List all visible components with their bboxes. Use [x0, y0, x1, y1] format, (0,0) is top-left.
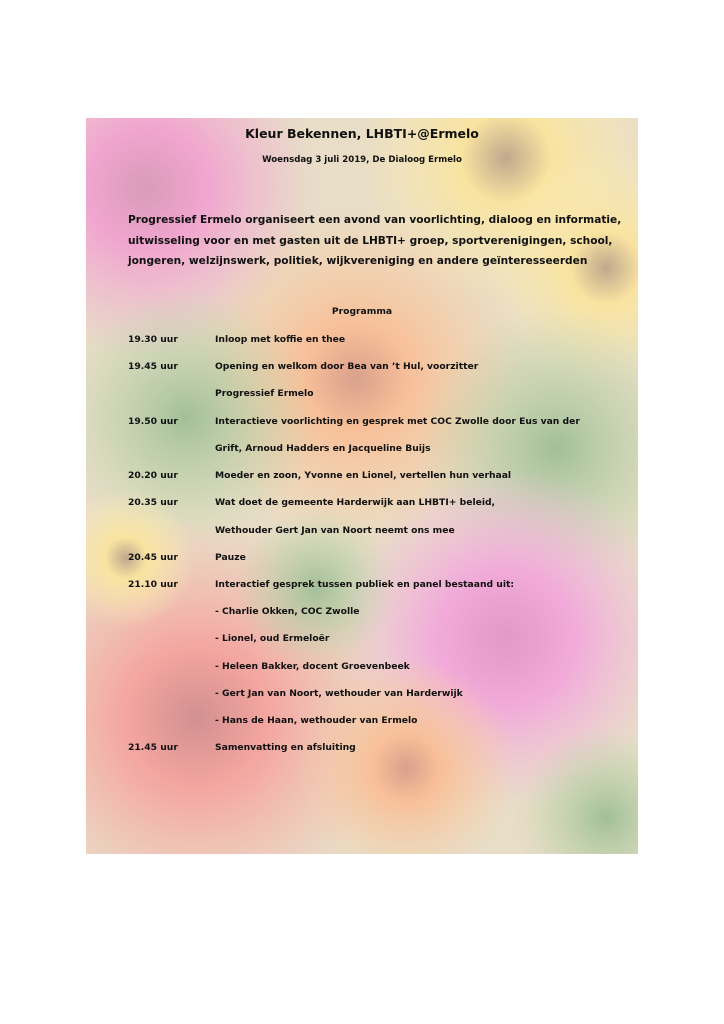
- programma-row: [128, 495, 630, 511]
- programma-row: [128, 523, 630, 539]
- programma-row: [128, 550, 630, 566]
- flyer: [86, 118, 638, 854]
- programma-row: [128, 386, 630, 402]
- programma-item: Samenvatting en afsluiting: [215, 742, 356, 753]
- programma-row: [128, 631, 630, 647]
- event-date-location: Woensdag 3 juli 2019, De Dialoog Ermelo: [262, 155, 462, 165]
- programma-row: [128, 740, 630, 756]
- intro-line: jongeren, welzijnswerk, politiek, wijkvereniging en andere geïnteresseerden: [128, 255, 588, 267]
- programma-row: [128, 414, 630, 430]
- programma-time: 19.45 uur: [128, 361, 178, 372]
- programma-item: - Charlie Okken, COC Zwolle: [215, 606, 360, 617]
- programma-row: [128, 441, 630, 457]
- programma-item: - Gert Jan van Noort, wethouder van Harderwijk: [215, 688, 463, 699]
- programma-row: [128, 686, 630, 702]
- programma-row: [128, 713, 630, 729]
- programma-heading: Programma: [331, 306, 393, 317]
- programma-row: [128, 359, 630, 375]
- programma-item: Interactief gesprek tussen publiek en panel bestaand uit:: [215, 579, 515, 590]
- programma-time: 20.20 uur: [128, 470, 178, 481]
- programma-item: Progressief Ermelo: [215, 388, 314, 399]
- programma-item: Opening en welkom door Bea van ’t Hul, voorzitter: [215, 361, 479, 372]
- intro-line: Progressief Ermelo organiseert een avond van voorlichting, dialoog en informatie,: [128, 214, 622, 226]
- programma-time: 20.45 uur: [128, 552, 178, 563]
- programma-row: [128, 577, 630, 593]
- flyer-content: [86, 118, 638, 854]
- programma-time: 19.30 uur: [128, 334, 178, 345]
- programma-item: - Lionel, oud Ermeloër: [215, 633, 330, 644]
- programma-time: 19.50 uur: [128, 416, 178, 427]
- programma-item: Inloop met koffie en thee: [215, 334, 346, 345]
- programma-item: Wat doet de gemeente Harderwijk aan LHBTI+ beleid,: [215, 497, 496, 508]
- programma-row: [128, 604, 630, 620]
- programma-item: Moeder en zoon, Yvonne en Lionel, vertellen hun verhaal: [215, 470, 512, 481]
- programma-item: - Heleen Bakker, docent Groevenbeek: [215, 661, 410, 672]
- programma-time: 20.35 uur: [128, 497, 178, 508]
- intro-paragraph: [128, 210, 628, 272]
- page-title: Kleur Bekennen, LHBTI+@Ermelo: [245, 126, 479, 141]
- programma-time: 21.10 uur: [128, 579, 178, 590]
- programma-time: 21.45 uur: [128, 742, 178, 753]
- programma-item: - Hans de Haan, wethouder van Ermelo: [215, 715, 418, 726]
- programma-item: Grift, Arnoud Hadders en Jacqueline Buijs: [215, 443, 431, 454]
- programma-row: [128, 659, 630, 675]
- intro-line: uitwisseling voor en met gasten uit de LHBTI+ groep, sportverenigingen, school,: [128, 234, 613, 247]
- programma-item: Pauze: [215, 552, 246, 563]
- programma-item: Interactieve voorlichting en gesprek met COC Zwolle door Eus van der: [215, 416, 580, 427]
- programma-row: [128, 332, 630, 348]
- programma-item: Wethouder Gert Jan van Noort neemt ons mee: [215, 525, 455, 536]
- programma-row: [128, 468, 630, 484]
